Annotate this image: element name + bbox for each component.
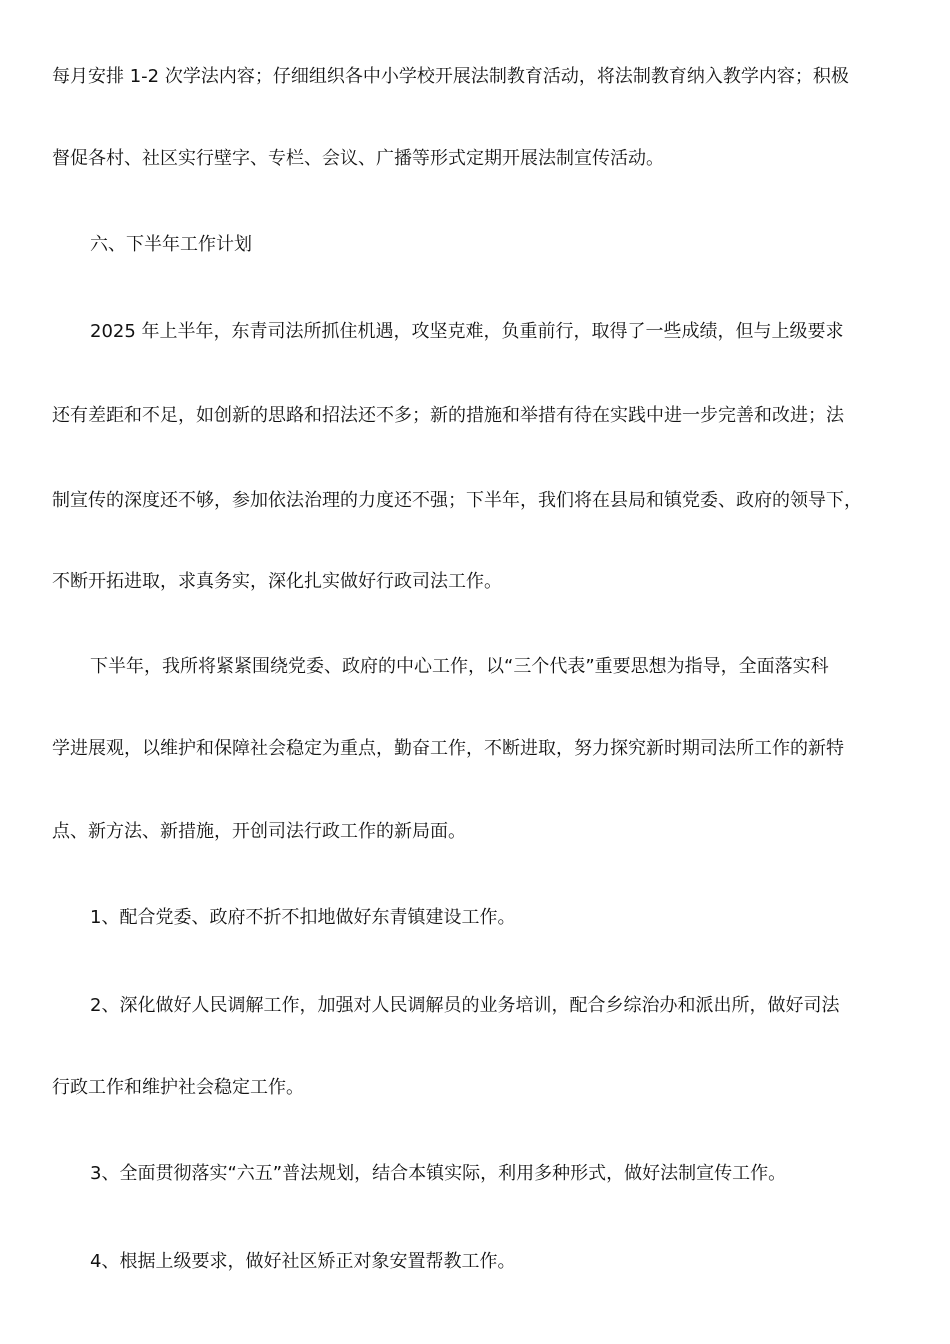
paragraph-line: 每月安排 1-2 次学法内容；仔细组织各中小学校开展法制教育活动，将法制教育纳入教学内容；积极 <box>52 66 849 87</box>
list-item: 1、配合党委、政府不折不扣地做好东青镇建设工作。 <box>90 907 516 928</box>
paragraph-line: 制宣传的深度还不够，参加依法治理的力度还不强；下半年，我们将在县局和镇党委、政府的领导下， <box>52 490 862 511</box>
section-heading: 六、下半年工作计划 <box>90 234 252 255</box>
paragraph-line: 学进展观，以维护和保障社会稳定为重点，勤奋工作，不断进取，努力探究新时期司法所工作的新特 <box>52 738 844 759</box>
paragraph-line: 督促各村、社区实行壁字、专栏、会议、广播等形式定期开展法制宣传活动。 <box>52 148 664 169</box>
paragraph-line: 点、新方法、新措施，开创司法行政工作的新局面。 <box>52 821 466 842</box>
paragraph-line: 2025 年上半年，东青司法所抓住机遇，攻坚克难，负重前行，取得了一些成绩，但与上级要求 <box>90 321 844 342</box>
list-item: 2、深化做好人民调解工作，加强对人民调解员的业务培训，配合乡综治办和派出所，做好司法 <box>90 995 840 1016</box>
paragraph-line: 行政工作和维护社会稳定工作。 <box>52 1077 304 1098</box>
paragraph-line: 还有差距和不足，如创新的思路和招法还不多；新的措施和举措有待在实践中进一步完善和改进；法 <box>52 405 844 426</box>
paragraph-line: 下半年，我所将紧紧围绕党委、政府的中心工作，以“三个代表”重要思想为指导，全面落实科 <box>90 656 829 677</box>
paragraph-line: 不断开拓进取，求真务实，深化扎实做好行政司法工作。 <box>52 571 502 592</box>
list-item: 3、全面贯彻落实“六五”普法规划，结合本镇实际，利用多种形式，做好法制宣传工作。 <box>90 1163 787 1184</box>
list-item: 4、根据上级要求，做好社区矫正对象安置帮教工作。 <box>90 1251 516 1272</box>
